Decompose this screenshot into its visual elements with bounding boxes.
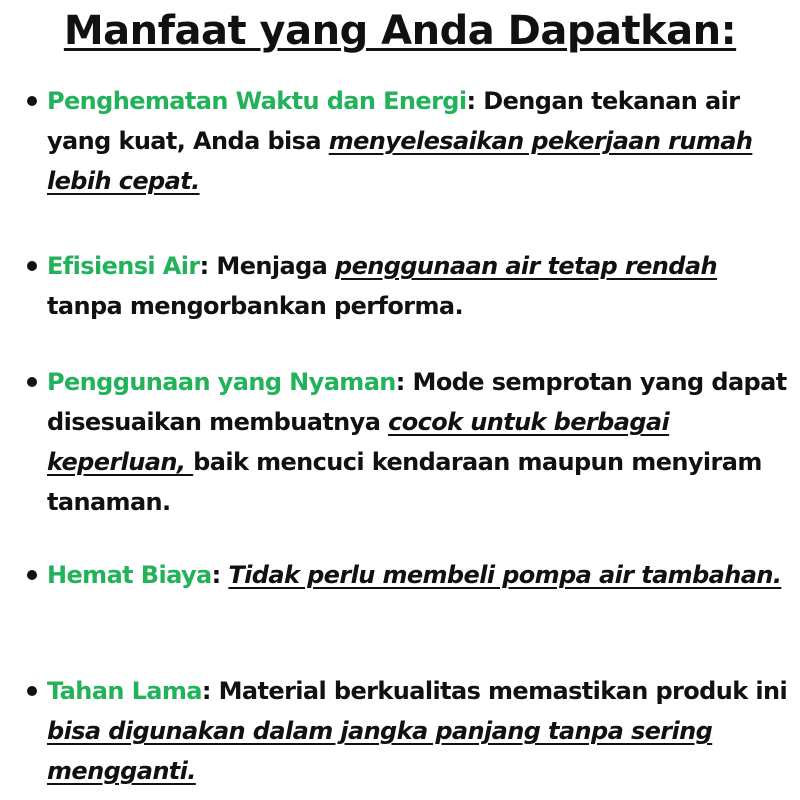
page-title: Manfaat yang Anda Dapatkan:	[63, 8, 737, 54]
benefit-text	[47, 362, 794, 522]
benefit-text	[47, 671, 794, 791]
benefit-body: : Dengan tekanan air yang kuat, Anda bisa	[47, 87, 740, 155]
bullet-icon	[27, 96, 37, 106]
benefit-item-water-efficiency	[24, 246, 794, 326]
benefit-body: : Material berkualitas memastikan produk ini	[201, 677, 788, 705]
benefit-body: : Mode semprotan yang dapat disesuaikan membuatnya	[47, 368, 787, 436]
benefit-emphasis: bisa digunakan dalam jangka panjang tanpa sering mengganti.	[47, 717, 713, 785]
bullet-icon	[27, 570, 37, 580]
benefit-body: : Menjaga	[199, 252, 336, 280]
benefit-heading: Efisiensi Air	[47, 252, 200, 280]
bullet-icon	[27, 261, 37, 271]
benefit-heading: Tahan Lama	[47, 677, 202, 705]
benefit-body-continued: tanpa mengorbankan performa.	[47, 292, 463, 320]
benefit-emphasis: menyelesaikan pekerjaan rumah lebih cepat.	[47, 127, 753, 195]
benefit-body-continued: baik mencuci kendaraan maupun menyiram tanaman.	[47, 448, 762, 516]
benefit-item-cost-saving	[24, 555, 794, 595]
benefit-body: :	[211, 561, 229, 589]
benefit-text	[47, 246, 794, 326]
benefit-heading: Hemat Biaya	[47, 561, 212, 589]
benefit-heading: Penggunaan yang Nyaman	[47, 368, 396, 396]
benefit-text	[47, 81, 794, 201]
benefit-emphasis: penggunaan air tetap rendah	[335, 252, 717, 280]
benefit-text	[47, 555, 794, 595]
bullet-icon	[27, 686, 37, 696]
benefit-emphasis: Tidak perlu membeli pompa air tambahan.	[228, 561, 782, 589]
benefit-emphasis: cocok untuk berbagai keperluan,	[47, 408, 670, 476]
benefit-item-durable	[24, 671, 794, 791]
benefit-heading: Penghematan Waktu dan Energi	[47, 87, 467, 115]
benefit-item-time-energy	[24, 81, 794, 201]
bullet-icon	[27, 377, 37, 387]
benefit-item-comfortable-use	[24, 362, 794, 522]
